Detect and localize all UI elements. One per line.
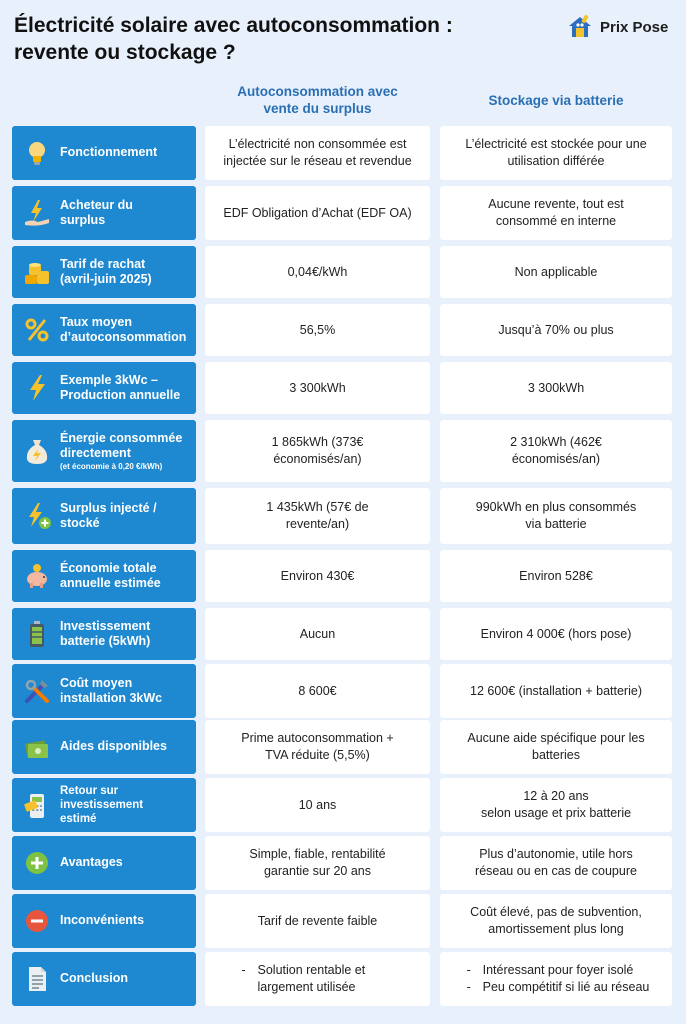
value-battery: L’électricité est stockée pour une utilisation différée [440, 126, 672, 180]
value-surplus: 56,5% [205, 304, 430, 356]
value-surplus: Environ 430€ [205, 550, 430, 602]
row-label-text: Exemple 3kWc – Production annuelle [60, 372, 181, 402]
row-label [12, 836, 196, 890]
value-battery: Aucune revente, tout est consommé en interne [440, 186, 672, 240]
brand-name: Prix Pose [600, 18, 669, 36]
title-line-1: Électricité solaire avec autoconsommation : [14, 14, 453, 37]
row-label-text: Avantages [60, 855, 123, 870]
value-battery: Environ 4 000€ (hors pose) [440, 608, 672, 660]
value-battery: 2 310kWh (462€ économisés/an) [440, 420, 672, 482]
lightning-plus-icon [22, 501, 52, 531]
row-label-text: Économie totale annuelle estimée [60, 560, 161, 590]
value-battery: Coût élevé, pas de subvention, amortissement plus long [440, 894, 672, 948]
value-surplus: Tarif de revente faible [205, 894, 430, 948]
table-row [12, 778, 672, 832]
brand[interactable] [566, 13, 668, 41]
table-row [12, 664, 672, 718]
row-label [12, 126, 196, 180]
value-battery: 3 300kWh [440, 362, 672, 414]
value-surplus [205, 952, 430, 1006]
value-surplus: Prime autoconsommation + TVA réduite (5,5%) [205, 720, 430, 774]
battery-icon [22, 619, 52, 649]
row-label [12, 550, 196, 602]
document-icon [22, 964, 52, 994]
lightning-icon [22, 373, 52, 403]
banknotes-icon [22, 732, 52, 762]
value-surplus: Aucun [205, 608, 430, 660]
hand-lightning-icon [22, 198, 52, 228]
table-row [12, 488, 672, 544]
value-battery: 990kWh en plus consommés via batterie [440, 488, 672, 544]
table-row [12, 420, 672, 482]
row-label-text: Retour sur investissement estimé [60, 785, 144, 825]
value-surplus: 8 600€ [205, 664, 430, 718]
column-header-battery: Stockage via batterie [488, 92, 624, 108]
title-line-2: revente ou stockage ? [14, 41, 236, 64]
table-row [12, 186, 672, 240]
value-surplus: L’électricité non consommée est injectée sur le réseau et revendue [205, 126, 430, 180]
table-row [12, 362, 672, 414]
value-battery: Environ 528€ [440, 550, 672, 602]
row-label-note: (et économie à 0,20 €/kWh) [60, 461, 163, 471]
row-label [12, 952, 196, 1006]
row-label-text: Tarif de rachat (avril-juin 2025) [60, 256, 152, 286]
row-label-text: Inconvénients [60, 913, 145, 928]
row-label-text: Surplus injecté / stocké [60, 500, 157, 530]
row-label [12, 488, 196, 544]
page-title [14, 12, 494, 66]
row-label [12, 186, 196, 240]
row-label-text: Investissement batterie (5kWh) [60, 618, 151, 648]
row-label-text: Fonctionnement [60, 145, 158, 160]
row-label [12, 362, 196, 414]
value-battery: 12 à 20 ans selon usage et prix batterie [440, 778, 672, 832]
money-bag-icon [22, 436, 52, 466]
column-header-surplus: Autoconsommation avec vente du surplus [237, 84, 398, 116]
row-label [12, 664, 196, 718]
table-row [12, 126, 672, 180]
row-label-main: Énergie consommée directement [60, 430, 183, 460]
table-row [12, 952, 672, 1006]
row-label-text: Acheteur du surplus [60, 197, 133, 227]
lightbulb-icon [22, 138, 52, 168]
value-battery: Plus d’autonomie, utile hors réseau ou en cas de coupure [440, 836, 672, 890]
row-label [12, 420, 196, 482]
table-row [12, 720, 672, 774]
minus-circle-icon [22, 906, 52, 936]
table-row [12, 608, 672, 660]
conclusion-list-battery [463, 962, 650, 996]
row-label-text: Aides disponibles [60, 739, 167, 754]
conclusion-list-surplus [238, 962, 398, 996]
house-brush-icon [566, 13, 594, 41]
row-label-text: Conclusion [60, 971, 129, 986]
row-label [12, 778, 196, 832]
table-row [12, 304, 672, 356]
payment-terminal-icon [22, 790, 52, 820]
value-surplus: 3 300kWh [205, 362, 430, 414]
value-surplus: 10 ans [205, 778, 430, 832]
value-battery: Jusqu’à 70% ou plus [440, 304, 672, 356]
row-label [12, 894, 196, 948]
value-battery: 12 600€ (installation + batterie) [440, 664, 672, 718]
value-surplus: 1 435kWh (57€ de revente/an) [205, 488, 430, 544]
value-surplus: EDF Obligation d’Achat (EDF OA) [205, 186, 430, 240]
tools-icon [22, 676, 52, 706]
row-label-text: Coût moyen installation 3kWc [60, 675, 163, 705]
list-item: - Solution rentable et largement utilisée [238, 962, 398, 996]
value-surplus: 0,04€/kWh [205, 246, 430, 298]
table-row [12, 894, 672, 948]
table-row [12, 246, 672, 298]
row-label [12, 246, 196, 298]
piggy-bank-icon [22, 561, 52, 591]
coins-icon [22, 257, 52, 287]
value-surplus: 1 865kWh (373€ économisés/an) [205, 420, 430, 482]
plus-circle-icon [22, 848, 52, 878]
row-label-text [60, 431, 182, 472]
row-label [12, 720, 196, 774]
value-battery: Aucune aide spécifique pour les batteries [440, 720, 672, 774]
list-item: - Intéressant pour foyer isolé [463, 962, 650, 979]
percent-icon [22, 315, 52, 345]
row-label [12, 304, 196, 356]
list-item: - Peu compétitif si lié au réseau [463, 979, 650, 996]
row-label-text: Taux moyen d’autoconsommation [60, 314, 187, 344]
value-battery: Non applicable [440, 246, 672, 298]
value-surplus: Simple, fiable, rentabilité garantie sur 20 ans [205, 836, 430, 890]
table-row [12, 550, 672, 602]
value-battery [440, 952, 672, 1006]
table-row [12, 836, 672, 890]
row-label [12, 608, 196, 660]
